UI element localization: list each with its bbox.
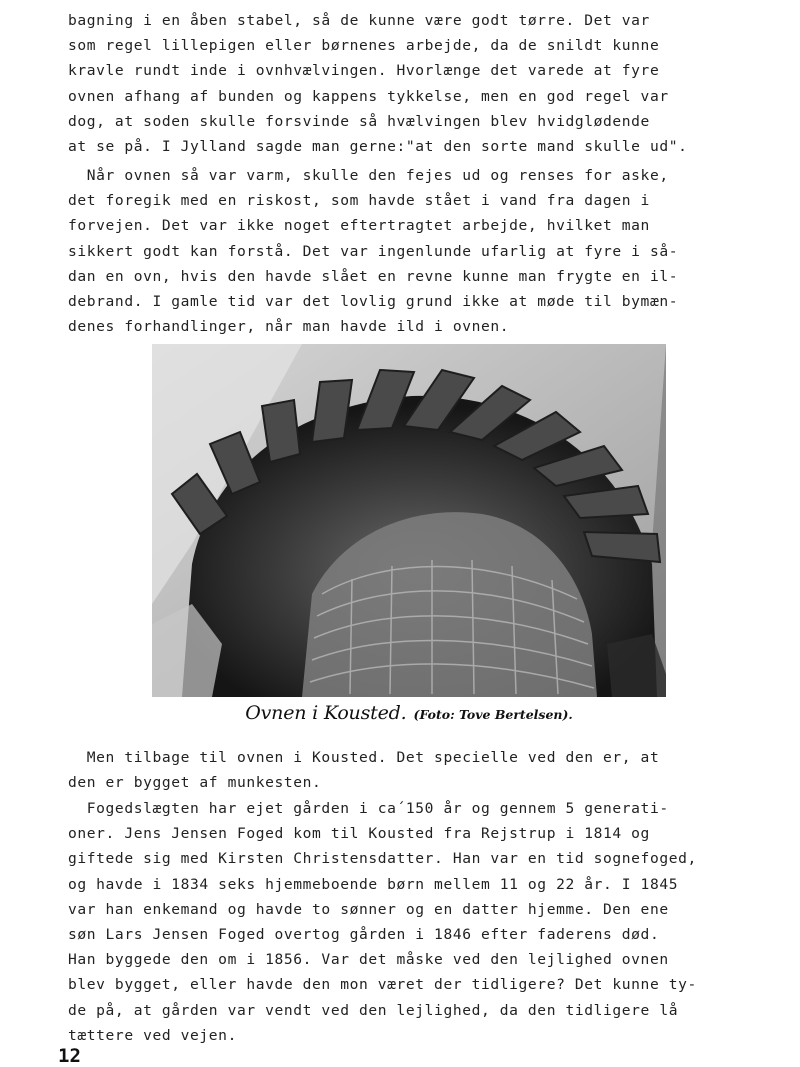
paragraph-4 xyxy=(68,796,758,1048)
text-line: de på, at gården var vendt ved den lejlighed, da den tidligere lå xyxy=(68,1001,679,1019)
text-line: debrand. I gamle tid var det lovlig grund ikke at møde til bymæn- xyxy=(68,293,679,311)
paragraph-2 xyxy=(68,163,758,339)
text-line: denes forhandlinger, når man havde ild i ovnen. xyxy=(68,318,510,336)
text-line: den er bygget af munkesten. xyxy=(68,774,322,792)
text-line: det foregik med en riskost, som havde stået i vand fra dagen i xyxy=(68,192,650,210)
figure-caption xyxy=(152,702,666,724)
paragraph-1 xyxy=(68,8,758,159)
text-line: Fogedslægten har ejet gården i ca´150 år og gennem 5 generati- xyxy=(68,800,669,817)
text-line: Men tilbage til ovnen i Kousted. Det specielle ved den er, at xyxy=(68,749,660,766)
text-line: dan en ovn, hvis den havde slået en revne kunne man frygte en il- xyxy=(68,267,679,285)
text-line: var han enkemand og havde to sønner og en datter hjemme. Den ene xyxy=(68,900,669,918)
text-line: søn Lars Jensen Foged overtog gården i 1846 efter faderens død. xyxy=(68,926,660,944)
text-line: bagning i en åben stabel, så de kunne være godt tørre. Det var xyxy=(68,12,650,29)
paragraph-3 xyxy=(68,745,758,795)
text-line: kravle rundt inde i ovnhvælvingen. Hvorlænge det varede at fyre xyxy=(68,62,660,80)
text-line: Han byggede den om i 1856. Var det måske ved den lejlighed ovnen xyxy=(68,951,669,969)
text-line: forvejen. Det var ikke noget eftertragtet arbejde, hvilket man xyxy=(68,217,650,235)
text-line: blev bygget, eller havde den mon været der tidligere? Det kunne ty- xyxy=(68,976,697,994)
text-line: sikkert godt kan forstå. Det var ingenlunde ufarlig at fyre i så- xyxy=(68,242,679,260)
text-line: tættere ved vejen. xyxy=(68,1026,237,1044)
page-number: 12 xyxy=(58,1045,81,1067)
caption-title: Ovnen i Kousted. xyxy=(245,702,407,724)
text-line: at se på. I Jylland sagde man gerne:"at den sorte mand skulle ud". xyxy=(68,138,688,156)
text-line: og havde i 1834 seks hjemmeboende børn mellem 11 og 22 år. I 1845 xyxy=(68,875,679,893)
text-line: dog, at soden skulle forsvinde så hvælvingen blev hvidglødende xyxy=(68,112,650,130)
text-line: Når ovnen så var varm, skulle den fejes ud og renses for aske, xyxy=(68,167,669,184)
caption-credit: (Foto: Tove Bertelsen). xyxy=(413,707,573,722)
text-line: ovnen afhang af bunden og kappens tykkelse, men en god regel var xyxy=(68,87,669,105)
text-line: oner. Jens Jensen Foged kom til Kousted fra Rejstrup i 1814 og xyxy=(68,825,650,843)
text-line: som regel lillepigen eller børnenes arbejde, da de snildt kunne xyxy=(68,37,660,55)
text-line: giftede sig med Kirsten Christensdatter. Han var en tid sognefoged, xyxy=(68,850,697,868)
oven-photo xyxy=(152,344,666,697)
